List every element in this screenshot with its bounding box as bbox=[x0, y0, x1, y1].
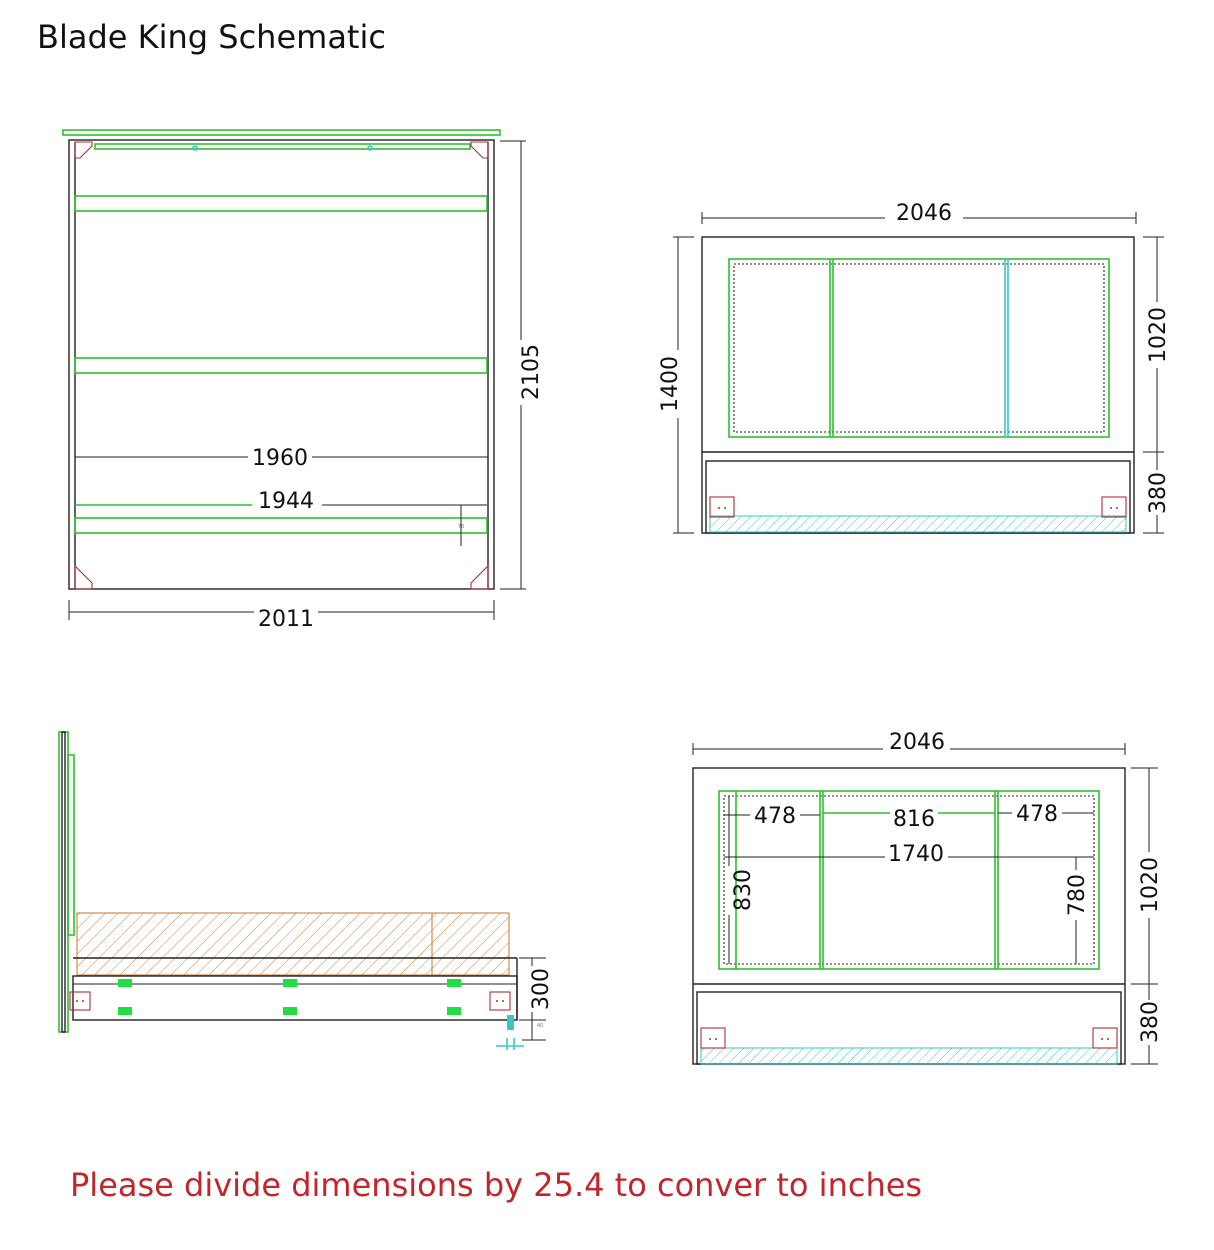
top-outer-width-label: 2011 bbox=[258, 607, 314, 632]
slat-small-label: 70 bbox=[458, 524, 465, 530]
head-width-label: 2046 bbox=[896, 201, 952, 226]
panel-right-label: 478 bbox=[1016, 802, 1058, 827]
top-slat-width-label: 1944 bbox=[258, 489, 314, 514]
left-height-label: 830 bbox=[731, 869, 756, 911]
detail-inner-width-label: 1740 bbox=[888, 842, 944, 867]
side-view bbox=[59, 732, 554, 1050]
detail-headboard-label: 1020 bbox=[1138, 857, 1163, 913]
top-view bbox=[63, 130, 544, 632]
detail-width-label: 2046 bbox=[889, 730, 945, 755]
conversion-note: Please divide dimensions by 25.4 to conver to inches bbox=[70, 1166, 923, 1204]
head-view-detail bbox=[693, 730, 1163, 1064]
head-headboard-label: 1020 bbox=[1146, 307, 1171, 363]
detail-base-label: 380 bbox=[1138, 1001, 1163, 1043]
panel-left-label: 478 bbox=[754, 804, 796, 829]
side-height-label: 300 bbox=[529, 968, 554, 1010]
right-height-label: 780 bbox=[1065, 874, 1090, 916]
top-inner-width-label: 1960 bbox=[252, 446, 308, 471]
head-view bbox=[658, 201, 1171, 533]
side-foot-label: 40 bbox=[537, 1023, 544, 1029]
top-height-label: 2105 bbox=[519, 344, 544, 400]
page-title: Blade King Schematic bbox=[37, 18, 386, 56]
panel-mid-label: 816 bbox=[893, 807, 935, 832]
head-base-label: 380 bbox=[1146, 472, 1171, 514]
head-height-label: 1400 bbox=[658, 356, 683, 412]
